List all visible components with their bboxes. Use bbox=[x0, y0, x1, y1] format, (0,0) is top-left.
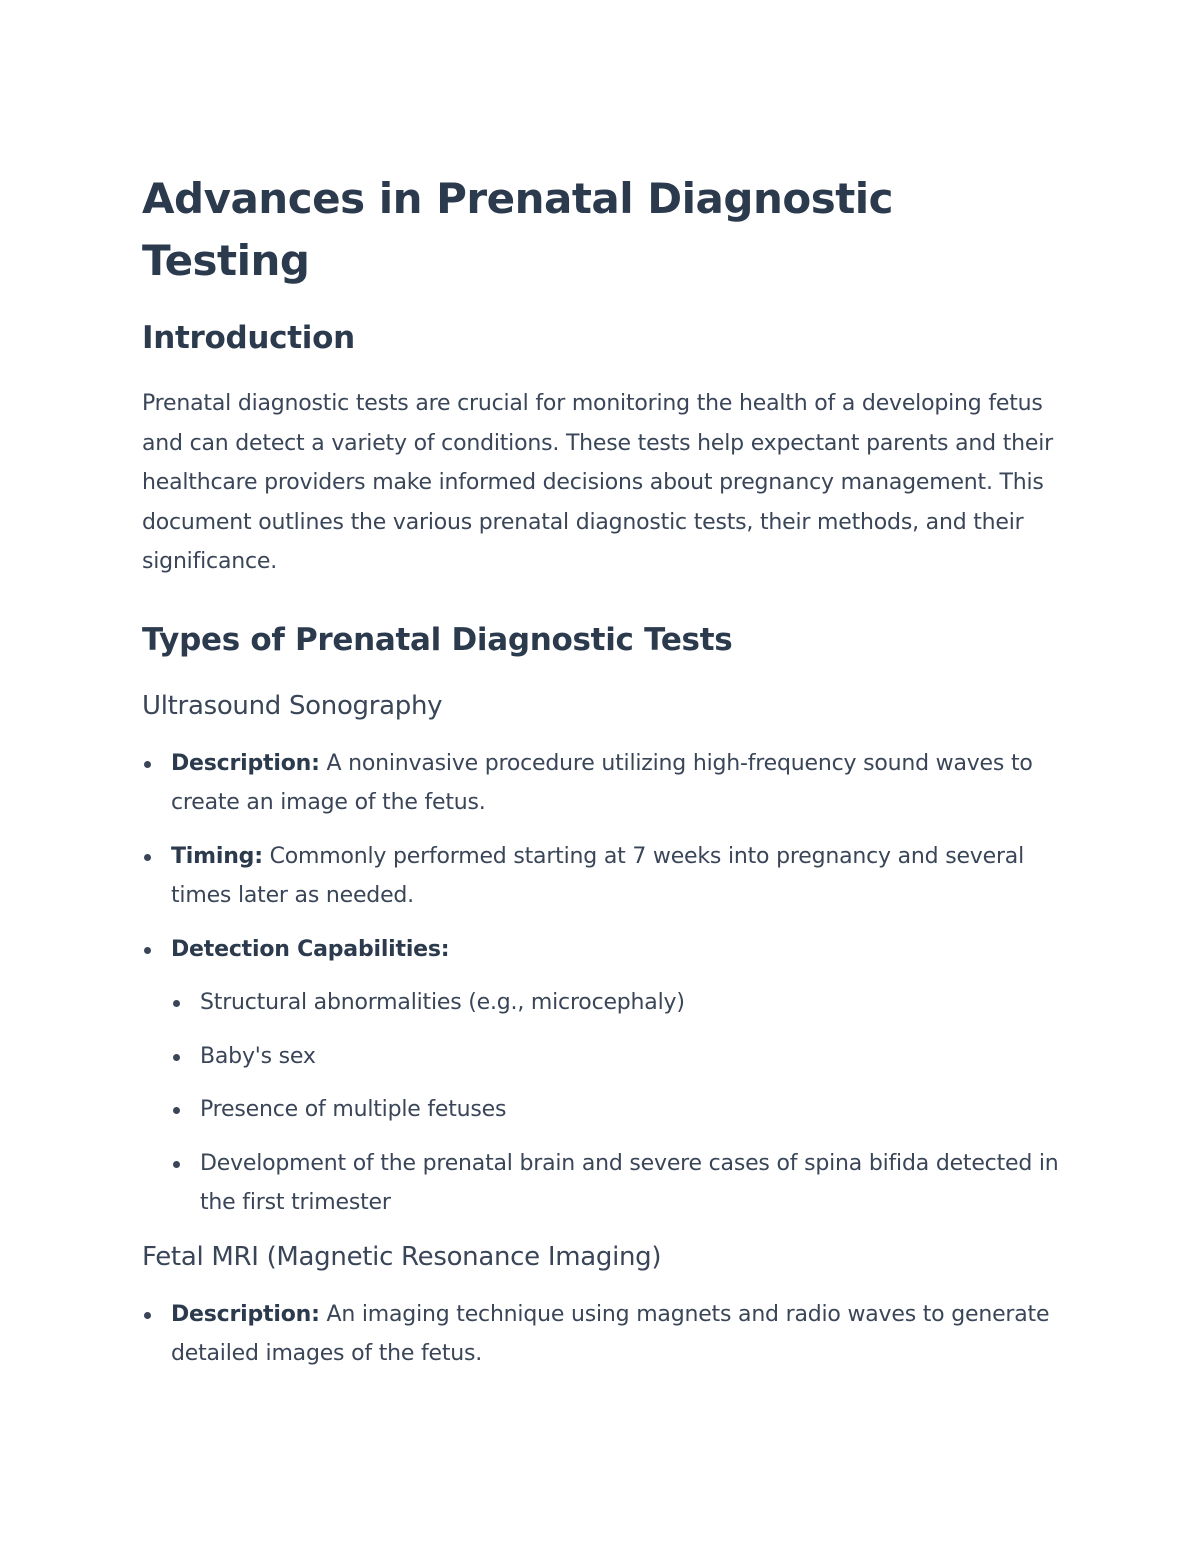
list-item bbox=[142, 930, 1072, 970]
ultrasound-list bbox=[142, 744, 1072, 1223]
sub-item-text: Baby's sex bbox=[200, 1043, 316, 1069]
item-label: Description: bbox=[171, 750, 320, 776]
mri-list bbox=[142, 1295, 1072, 1374]
bullet-icon bbox=[173, 1161, 180, 1168]
item-text: A noninvasive procedure utilizing high-frequency sound waves to create an image of the fetus. bbox=[171, 750, 1033, 815]
list-item bbox=[142, 837, 1072, 916]
sub-list-item bbox=[142, 1037, 1072, 1077]
document-title: Advances in Prenatal Diagnostic Testing bbox=[142, 174, 894, 285]
item-label: Timing: bbox=[171, 843, 263, 869]
bullet-icon bbox=[144, 947, 151, 954]
item-label: Detection Capabilities: bbox=[171, 936, 450, 962]
bullet-icon bbox=[144, 854, 151, 861]
item-text: Commonly performed starting at 7 weeks into pregnancy and several times later as needed. bbox=[171, 843, 1024, 908]
section-heading-introduction: Introduction bbox=[142, 320, 355, 356]
section-heading-types: Types of Prenatal Diagnostic Tests bbox=[142, 621, 733, 658]
bullet-icon bbox=[144, 761, 151, 768]
sub-item-text: Development of the prenatal brain and severe cases of spina bifida detected in the first trimester bbox=[200, 1150, 1059, 1215]
bullet-icon bbox=[173, 1000, 180, 1007]
bullet-icon bbox=[173, 1054, 180, 1061]
sub-list-item bbox=[142, 1090, 1072, 1130]
sub-list-item bbox=[142, 1144, 1072, 1223]
bullet-icon bbox=[144, 1312, 151, 1319]
list-item bbox=[142, 744, 1072, 823]
intro-paragraph: Prenatal diagnostic tests are crucial for monitoring the health of a developing fetus and can detect a variety of conditions. These tests help expectant parents and their healthcare providers make informed decisions about pregnancy management. This document outlines the various prenatal diagnostic tests, their methods, and their significance. bbox=[142, 391, 1053, 574]
sub-list-item bbox=[142, 983, 1072, 1023]
item-label: Description: bbox=[171, 1301, 320, 1327]
document-page bbox=[142, 168, 1072, 1374]
subsection-heading-mri: Fetal MRI (Magnetic Resonance Imaging) bbox=[142, 1241, 662, 1272]
bullet-icon bbox=[173, 1107, 180, 1114]
list-item bbox=[142, 1295, 1072, 1374]
item-text: An imaging technique using magnets and radio waves to generate detailed images of the fetus. bbox=[171, 1301, 1050, 1366]
subsection-heading-ultrasound: Ultrasound Sonography bbox=[142, 690, 443, 721]
sub-item-text: Presence of multiple fetuses bbox=[200, 1097, 507, 1122]
sub-item-text: Structural abnormalities (e.g., microcephaly) bbox=[200, 990, 685, 1015]
